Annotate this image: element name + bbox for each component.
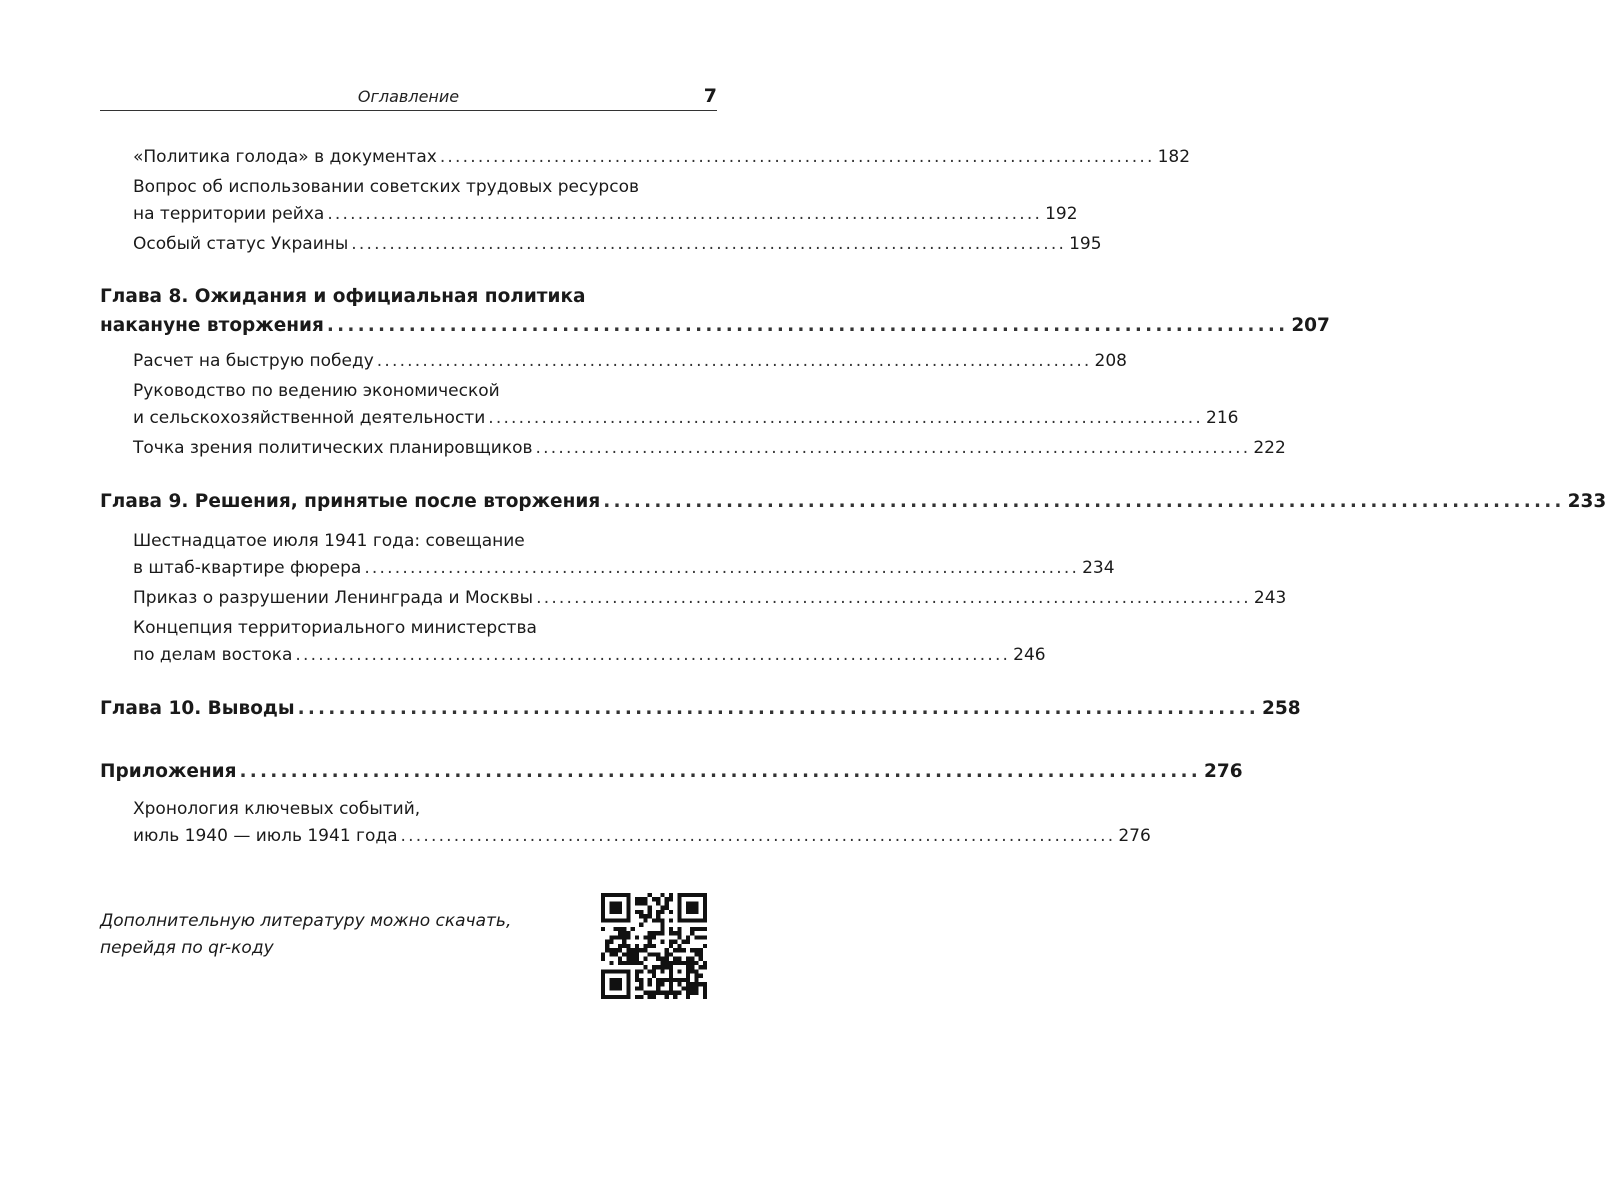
leader-dots: .............................................................................................. <box>327 204 1043 224</box>
toc-entry-title: «Политика голода» в документах <box>133 147 437 167</box>
toc-entry-title-line2: в штаб-квартире фюрера <box>133 558 362 578</box>
toc-entry-destruction-order[interactable] <box>133 585 1287 612</box>
leader-dots: .............................................................................................. <box>297 698 1260 719</box>
leader-dots: .............................................................................................. <box>364 558 1080 578</box>
toc-page-number: 234 <box>1082 558 1115 578</box>
toc-entry-ukraine-status[interactable] <box>133 231 1102 258</box>
toc-entry-economic-guidance[interactable] <box>133 378 1239 432</box>
toc-chapter-10[interactable] <box>100 694 1301 723</box>
leader-dots: .............................................................................................. <box>536 588 1251 608</box>
header-page-number: 7 <box>703 85 717 107</box>
chapter-title: Глава 10. Выводы <box>100 698 295 719</box>
leader-dots: .............................................................................................. <box>603 491 1565 512</box>
toc-entry-chronology[interactable] <box>133 796 1151 850</box>
leader-dots: .............................................................................................. <box>295 645 1011 665</box>
leader-dots: .............................................................................................. <box>488 408 1204 428</box>
toc-entry-title: Точка зрения политических планировщиков <box>133 438 533 458</box>
toc-page-number: 276 <box>1203 761 1243 782</box>
toc-entry-political-planners[interactable] <box>133 435 1286 462</box>
leader-dots: .............................................................................................. <box>400 826 1116 846</box>
toc-entry-title-line2: по делам востока <box>133 645 293 665</box>
toc-page-number: 276 <box>1118 826 1151 846</box>
leader-dots: .............................................................................................. <box>439 147 1155 167</box>
toc-entry-labor-resources[interactable] <box>133 174 1078 228</box>
toc-entry-title: Особый статус Украины <box>133 234 349 254</box>
download-note <box>100 908 560 962</box>
qr-code-icon[interactable] <box>601 893 707 999</box>
leader-dots: .............................................................................................. <box>351 234 1067 254</box>
toc-entry-title-line2: на территории рейха <box>133 204 325 224</box>
toc-chapter-9[interactable] <box>100 487 1606 516</box>
chapter-title-line2: накануне вторжения <box>100 315 324 336</box>
toc-page-number: 258 <box>1262 698 1301 719</box>
toc-entry-title-line1: Вопрос об использовании советских трудовых ресурсов <box>133 177 639 197</box>
toc-entry-title-line1: Шестнадцатое июля 1941 года: совещание <box>133 531 525 551</box>
toc-entry-title: Приказ о разрушении Ленинграда и Москвы <box>133 588 534 608</box>
toc-chapter-8[interactable] <box>100 282 1330 340</box>
leader-dots: .............................................................................................. <box>326 315 1289 336</box>
toc-entry-territorial-ministry[interactable] <box>133 615 1046 669</box>
leader-dots: .............................................................................................. <box>376 351 1092 371</box>
toc-entry-quick-victory[interactable] <box>133 348 1127 375</box>
chapter-title: Глава 9. Решения, принятые после вторжения <box>100 491 601 512</box>
header-title: Оглавление <box>357 87 460 106</box>
toc-page-number: 207 <box>1291 315 1330 336</box>
table-of-contents <box>100 144 1606 850</box>
toc-entry-title-line2: июль 1940 — июль 1941 года <box>133 826 398 846</box>
leader-dots: .............................................................................................. <box>239 761 1201 782</box>
toc-page-number: 208 <box>1094 351 1127 371</box>
header-rule <box>100 110 717 111</box>
toc-page-number: 182 <box>1157 147 1191 167</box>
toc-entry-title-line1: Концепция территориального министерства <box>133 618 537 638</box>
toc-page-number: 195 <box>1069 234 1102 254</box>
toc-page-number: 216 <box>1206 408 1239 428</box>
toc-entry-title-line1: Хронология ключевых событий, <box>133 799 421 819</box>
toc-page-number: 246 <box>1013 645 1046 665</box>
download-note-line1: Дополнительную литературу можно скачать, <box>100 911 512 931</box>
toc-entry-title-line1: Руководство по ведению экономической <box>133 381 500 401</box>
toc-entry-hunger-policy[interactable] <box>133 144 1191 171</box>
chapter-title-line1: Глава 8. Ожидания и официальная политика <box>100 286 586 307</box>
chapter-title: Приложения <box>100 761 237 782</box>
toc-page-number: 243 <box>1253 588 1287 608</box>
toc-entry-july-16-meeting[interactable] <box>133 528 1115 582</box>
download-note-line2: перейдя по qr-коду <box>100 938 274 958</box>
leader-dots: .............................................................................................. <box>535 438 1251 458</box>
toc-entry-title: Расчет на быструю победу <box>133 351 374 371</box>
toc-page-number: 233 <box>1567 491 1606 512</box>
running-header <box>100 86 717 110</box>
toc-entry-title-line2: и сельскохозяйственной деятельности <box>133 408 486 428</box>
toc-appendices[interactable] <box>100 757 1243 786</box>
toc-page-number: 222 <box>1253 438 1286 458</box>
toc-page-number: 192 <box>1045 204 1078 224</box>
